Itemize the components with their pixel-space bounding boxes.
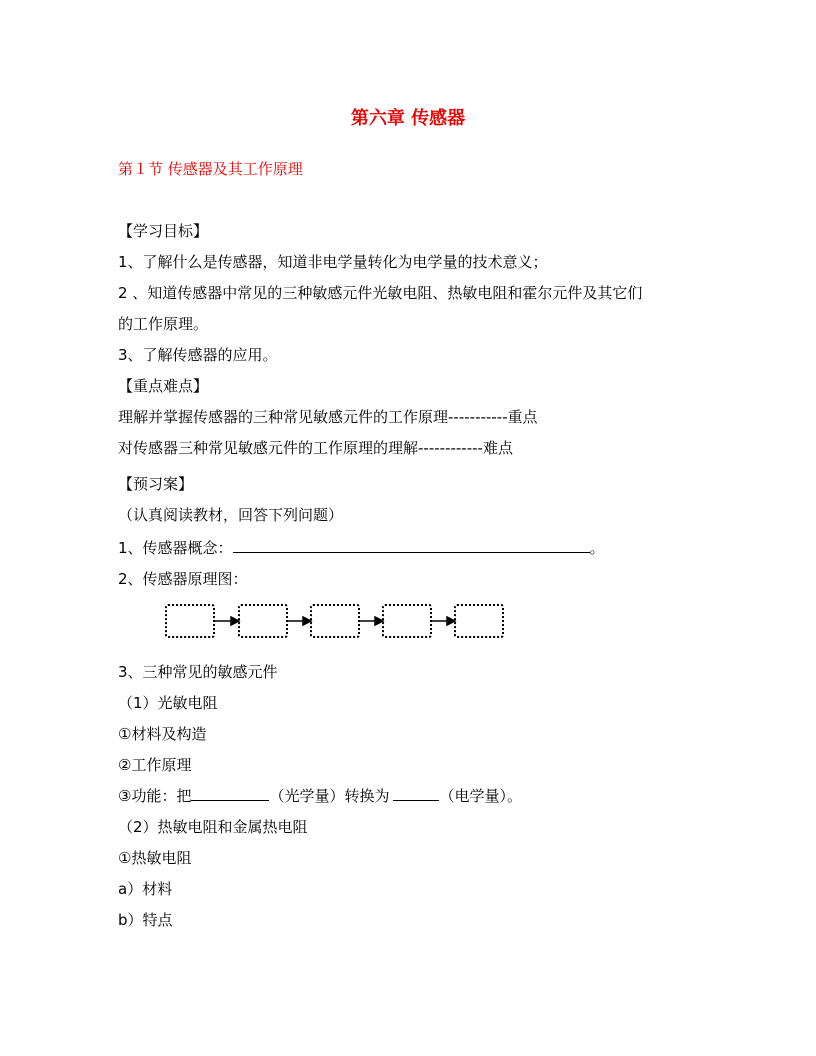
diagram-box-5[interactable] [455, 605, 503, 637]
goal-item-1: 1、了解什么是传感器，知道非电学量转化为电学量的技术意义； [118, 253, 548, 271]
photo-function [118, 786, 522, 806]
arrow-3-head [375, 617, 383, 625]
diagram-box-3[interactable] [311, 605, 359, 637]
preview-instruction: （认真阅读教材，回答下列问题） [118, 506, 344, 524]
goals-heading: 【学习目标】 [118, 222, 209, 240]
question-1 [118, 538, 605, 558]
thermo-feature: b）特点 [118, 911, 173, 929]
question-3: 3、三种常见的敏感元件 [118, 663, 278, 681]
question-1-end: 。 [589, 539, 605, 557]
concept-blank[interactable] [233, 538, 590, 553]
sensor-principle-diagram [163, 603, 508, 641]
electrical-blank[interactable] [393, 786, 439, 801]
arrow-4-head [447, 617, 455, 625]
diagram-box-2[interactable] [239, 605, 287, 637]
thermo-sub: ①热敏电阻 [118, 849, 192, 867]
question-2: 2、传感器原理图： [118, 570, 248, 588]
thermo-heading: （2）热敏电阻和金属热电阻 [118, 818, 308, 836]
goal-item-3: 3、了解传感器的应用。 [118, 346, 278, 364]
chapter-title: 第六章 传感器 [350, 108, 466, 129]
photo-principle: ②工作原理 [118, 756, 192, 774]
question-1-label: 1、传感器概念： [118, 539, 233, 557]
goal-item-2-cont: 的工作原理。 [118, 315, 209, 333]
function-prefix: ③功能：把 [118, 787, 192, 805]
photo-material: ①材料及构造 [118, 725, 207, 743]
function-mid: （光学量）转换为 [269, 787, 390, 805]
arrow-1-head [231, 617, 239, 625]
key-item-2: 对传感器三种常见敏感元件的工作原理的理解------------难点 [118, 439, 513, 457]
preview-heading: 【预习案】 [118, 475, 194, 493]
arrow-2-head [303, 617, 311, 625]
thermo-material: a）材料 [118, 880, 173, 898]
function-suffix: （电学量）。 [439, 787, 522, 805]
optical-blank[interactable] [191, 786, 269, 801]
key-item-1: 理解并掌握传感器的三种常见敏感元件的工作原理-----------重点 [118, 408, 538, 426]
diagram-box-1[interactable] [166, 605, 214, 637]
diagram-box-4[interactable] [383, 605, 431, 637]
goal-item-2: 2 、知道传感器中常见的三种敏感元件光敏电阻、热敏电阻和霍尔元件及其它们 [118, 284, 643, 302]
photo-heading: （1）光敏电阻 [118, 694, 218, 712]
key-heading: 【重点难点】 [118, 377, 209, 395]
section-title: 第１节 传感器及其工作原理 [118, 160, 303, 178]
